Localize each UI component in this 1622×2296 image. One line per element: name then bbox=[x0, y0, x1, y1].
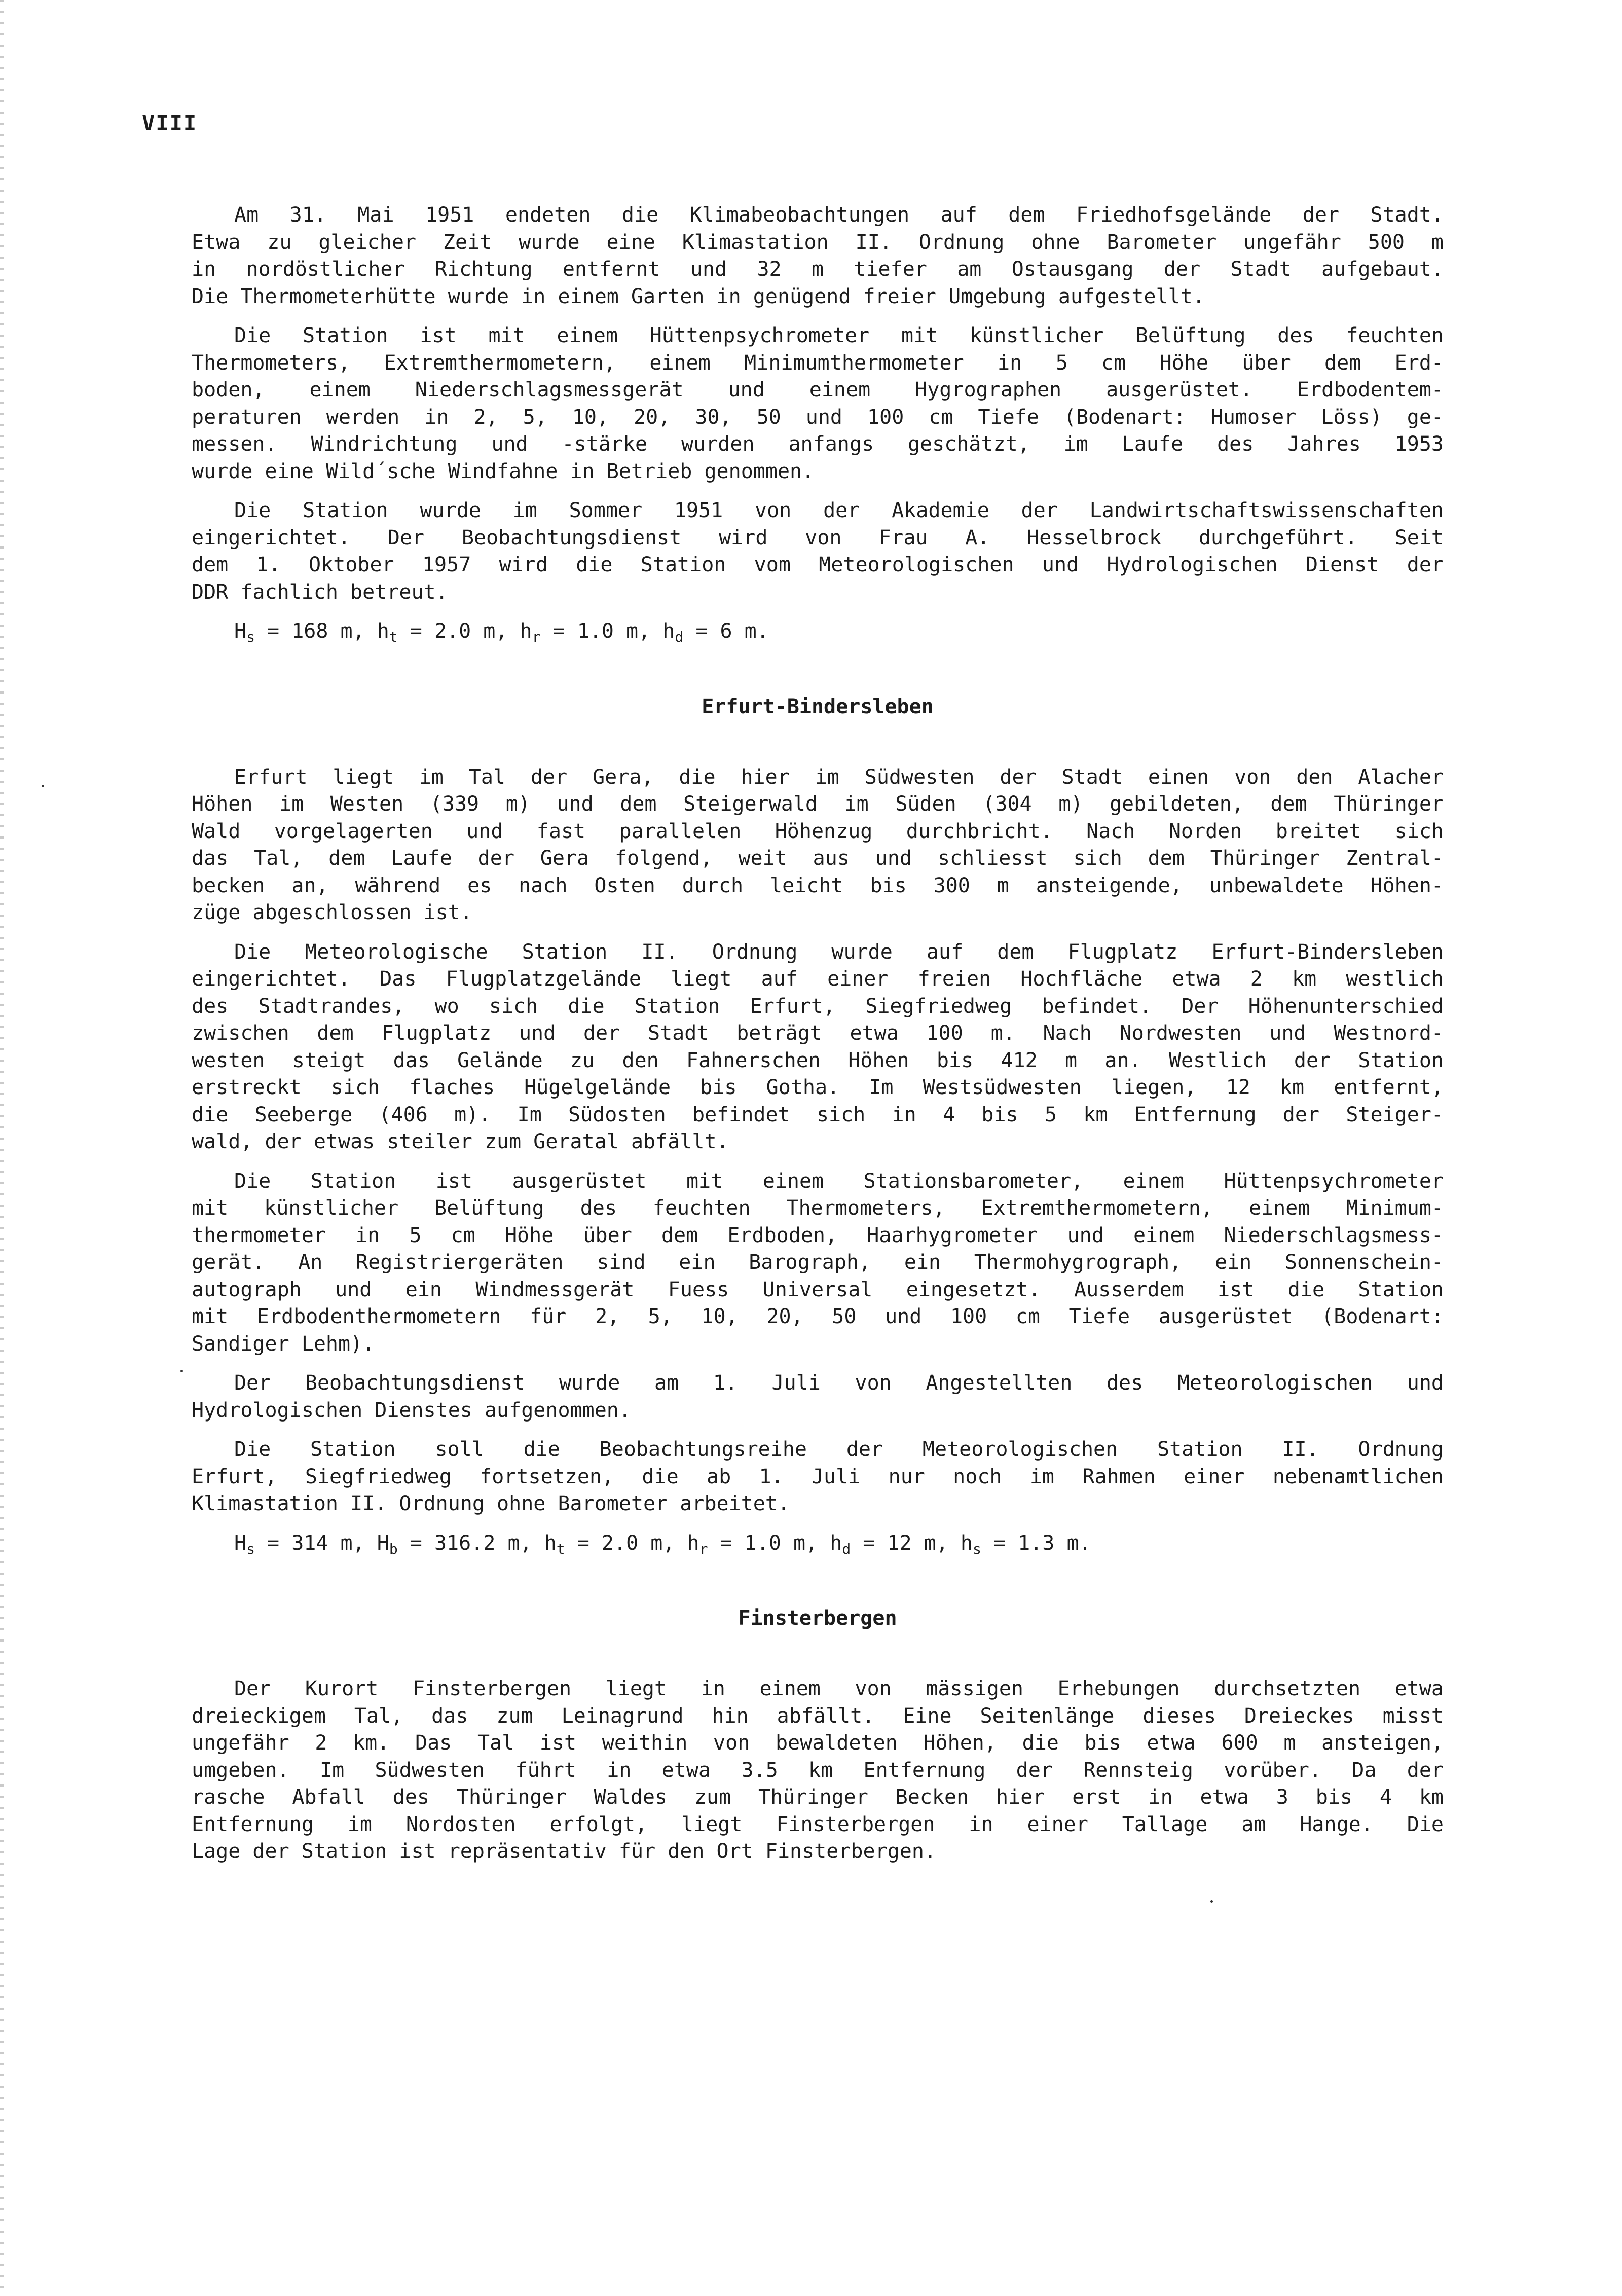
formula-subscript: r bbox=[532, 629, 541, 645]
text-line: Die Thermometerhütte wurde in einem Garten in genügend freier Umgebung aufgestellt. bbox=[192, 284, 1205, 308]
text-line: Sandiger Lehm). bbox=[192, 1332, 375, 1356]
formula-text: = 12 m, h bbox=[851, 1531, 973, 1555]
text-line: dem 1. Oktober 1957 wird die Station vom Meteorologischen und Hydrologischen Dienst der bbox=[192, 553, 1444, 576]
text-line: eingerichtet. Der Beobachtungsdienst wird von Frau A. Hesselbrock durchgeführt. Seit bbox=[192, 526, 1444, 550]
text-line: Lage der Station ist repräsentativ für den Ort Finsterbergen. bbox=[192, 1840, 937, 1863]
scan-speck bbox=[42, 785, 44, 787]
formula-subscript: s bbox=[246, 1540, 255, 1557]
text-line: Höhen im Westen (339 m) und dem Steigerwald im Süden (304 m) gebildeten, dem Thüringer bbox=[192, 792, 1444, 816]
text-line: dreieckigem Tal, das zum Leinagrund hin abfällt. Eine Seitenlänge dieses Dreieckes misst bbox=[192, 1704, 1444, 1728]
text-line: Erfurt, Siegfriedweg fortsetzen, die ab 1. Juli nur noch im Rahmen einer nebenamtlichen bbox=[192, 1465, 1444, 1488]
formula-text: H bbox=[234, 619, 247, 643]
paragraph bbox=[192, 202, 1444, 310]
paragraph bbox=[192, 497, 1444, 606]
text-line: ungefähr 2 km. Das Tal ist weithin von bewaldeten Höhen, die bis etwa 600 m ansteigen, bbox=[192, 1731, 1444, 1755]
text-line: peraturen werden in 2, 5, 10, 20, 30, 50 und 100 cm Tiefe (Bodenart: Humoser Löss) ge- bbox=[192, 405, 1444, 429]
formula-text: = 1.0 m, h bbox=[540, 619, 675, 643]
text-line: thermometer in 5 cm Höhe über dem Erdboden, Haarhygrometer und einem Niederschlagsmess- bbox=[192, 1223, 1444, 1247]
station-heights-formula bbox=[192, 1530, 1444, 1557]
text-line: Der Beobachtungsdienst wurde am 1. Juli von Angestellten des Meteorologischen und bbox=[234, 1371, 1444, 1395]
text-line: die Seeberge (406 m). Im Südosten befindet sich in 4 bis 5 km Entfernung der Steiger- bbox=[192, 1103, 1444, 1126]
paragraph bbox=[192, 764, 1444, 927]
document-body bbox=[192, 202, 1444, 1878]
text-line: westen steigt das Gelände zu den Fahnerschen Höhen bis 412 m an. Westlich der Station bbox=[192, 1048, 1444, 1072]
text-line: mit Erdbodenthermometern für 2, 5, 10, 20, 50 und 100 cm Tiefe ausgerüstet (Bodenart: bbox=[192, 1305, 1444, 1328]
scan-margin-artifact bbox=[0, 0, 4, 2296]
text-line: Entfernung im Nordosten erfolgt, liegt Finsterbergen in einer Tallage am Hange. Die bbox=[192, 1812, 1444, 1836]
text-line: Erfurt liegt im Tal der Gera, die hier im Südwesten der Stadt einen von den Alacher bbox=[234, 765, 1444, 789]
text-line: mit künstlicher Belüftung des feuchten Thermometers, Extremthermometern, einem Minimum- bbox=[192, 1196, 1444, 1220]
text-line: gerät. An Registriergeräten sind ein Barograph, ein Thermohygrograph, ein Sonnenschein- bbox=[192, 1251, 1444, 1274]
text-line: das Tal, dem Laufe der Gera folgend, weit aus und schliesst sich dem Thüringer Zentral- bbox=[192, 847, 1444, 870]
text-line: erstreckt sich flaches Hügelgelände bis Gotha. Im Westsüdwesten liegen, 12 km entfernt, bbox=[192, 1076, 1444, 1099]
text-line: rasche Abfall des Thüringer Waldes zum Thüringer Becken hier erst in etwa 3 bis 4 km bbox=[192, 1785, 1444, 1809]
text-line: eingerichtet. Das Flugplatzgelände liegt auf einer freien Hochfläche etwa 2 km westlich bbox=[192, 967, 1444, 991]
formula-subscript: t bbox=[556, 1540, 565, 1557]
text-line: Wald vorgelagerten und fast parallelen Höhenzug durchbricht. Nach Norden breitet sich bbox=[192, 819, 1444, 843]
text-line: Am 31. Mai 1951 endeten die Klimabeobachtungen auf dem Friedhofsgelände der Stadt. bbox=[234, 203, 1444, 227]
formula-text: H bbox=[234, 1531, 247, 1555]
paragraph bbox=[192, 1168, 1444, 1358]
station-heights-formula bbox=[192, 618, 1444, 645]
text-line: Klimastation II. Ordnung ohne Barometer arbeitet. bbox=[192, 1492, 790, 1515]
scan-speck bbox=[180, 1370, 183, 1372]
text-line: Etwa zu gleicher Zeit wurde eine Klimastation II. Ordnung ohne Barometer ungefähr 500 m bbox=[192, 230, 1444, 254]
formula-text: = 2.0 m, h bbox=[565, 1531, 699, 1555]
formula-text: = 168 m, h bbox=[254, 619, 389, 643]
text-line: Der Kurort Finsterbergen liegt in einem von mässigen Erhebungen durchsetzten etwa bbox=[234, 1677, 1444, 1700]
text-line: autograph und ein Windmessgerät Fuess Universal eingesetzt. Ausserdem ist die Station bbox=[192, 1278, 1444, 1301]
scan-speck bbox=[1210, 1900, 1213, 1903]
paragraph bbox=[192, 939, 1444, 1156]
formula-text: = 316.2 m, h bbox=[397, 1531, 557, 1555]
text-line: wurde eine Wild´sche Windfahne in Betrieb genommen. bbox=[192, 459, 815, 483]
formula-subscript: s bbox=[246, 629, 255, 645]
text-line: züge abgeschlossen ist. bbox=[192, 901, 472, 924]
formula-subscript: r bbox=[699, 1540, 708, 1557]
section-heading: Erfurt-Bindersleben bbox=[702, 695, 934, 718]
text-line: boden, einem Niederschlagsmessgerät und einem Hygrographen ausgerüstet. Erdbodentem- bbox=[192, 378, 1444, 402]
paragraph bbox=[192, 1675, 1444, 1866]
text-line: wald, der etwas steiler zum Geratal abfällt. bbox=[192, 1130, 729, 1153]
text-line: Die Station wurde im Sommer 1951 von der Akademie der Landwirtschaftswissenschaften bbox=[234, 499, 1444, 522]
paragraph bbox=[192, 322, 1444, 485]
section-heading: Finsterbergen bbox=[738, 1607, 897, 1630]
text-line: Hydrologischen Dienstes aufgenommen. bbox=[192, 1398, 631, 1422]
formula-subscript: d bbox=[675, 629, 684, 645]
formula-text: = 6 m. bbox=[683, 619, 769, 643]
formula-text: = 2.0 m, h bbox=[397, 619, 532, 643]
text-line: DDR fachlich betreut. bbox=[192, 580, 448, 604]
formula-text: = 1.0 m, h bbox=[708, 1531, 842, 1555]
formula-text: = 1.3 m. bbox=[981, 1531, 1091, 1555]
text-line: Thermometers, Extremthermometern, einem Minimumthermometer in 5 cm Höhe über dem Erd- bbox=[192, 351, 1444, 375]
formula-subscript: t bbox=[389, 629, 398, 645]
paragraph bbox=[192, 1436, 1444, 1518]
formula-subscript: s bbox=[973, 1540, 981, 1557]
formula-subscript: b bbox=[389, 1540, 398, 1557]
text-line: Die Station ist mit einem Hüttenpsychrometer mit künstlicher Belüftung des feuchten bbox=[234, 324, 1444, 347]
text-line: Die Meteorologische Station II. Ordnung wurde auf dem Flugplatz Erfurt-Bindersleben bbox=[234, 940, 1444, 964]
formula-text: = 314 m, H bbox=[254, 1531, 389, 1555]
text-line: umgeben. Im Südwesten führt in etwa 3.5 km Entfernung der Rennsteig vorüber. Da der bbox=[192, 1758, 1444, 1782]
page-number: VIII bbox=[142, 111, 198, 135]
text-line: in nordöstlicher Richtung entfernt und 32 m tiefer am Ostausgang der Stadt aufgebaut. bbox=[192, 258, 1444, 281]
text-line: des Stadtrandes, wo sich die Station Erfurt, Siegfriedweg befindet. Der Höhenunterschied bbox=[192, 994, 1444, 1018]
text-line: zwischen dem Flugplatz und der Stadt beträgt etwa 100 m. Nach Nordwesten und Westnord- bbox=[192, 1022, 1444, 1045]
text-line: Die Station ist ausgerüstet mit einem Stationsbarometer, einem Hüttenpsychrometer bbox=[234, 1169, 1444, 1193]
text-line: becken an, während es nach Osten durch leicht bis 300 m ansteigende, unbewaldete Höhen- bbox=[192, 873, 1444, 897]
formula-subscript: d bbox=[842, 1540, 851, 1557]
paragraph bbox=[192, 1370, 1444, 1424]
text-line: messen. Windrichtung und -stärke wurden anfangs geschätzt, im Laufe des Jahres 1953 bbox=[192, 432, 1444, 456]
text-line: Die Station soll die Beobachtungsreihe der Meteorologischen Station II. Ordnung bbox=[234, 1438, 1444, 1461]
